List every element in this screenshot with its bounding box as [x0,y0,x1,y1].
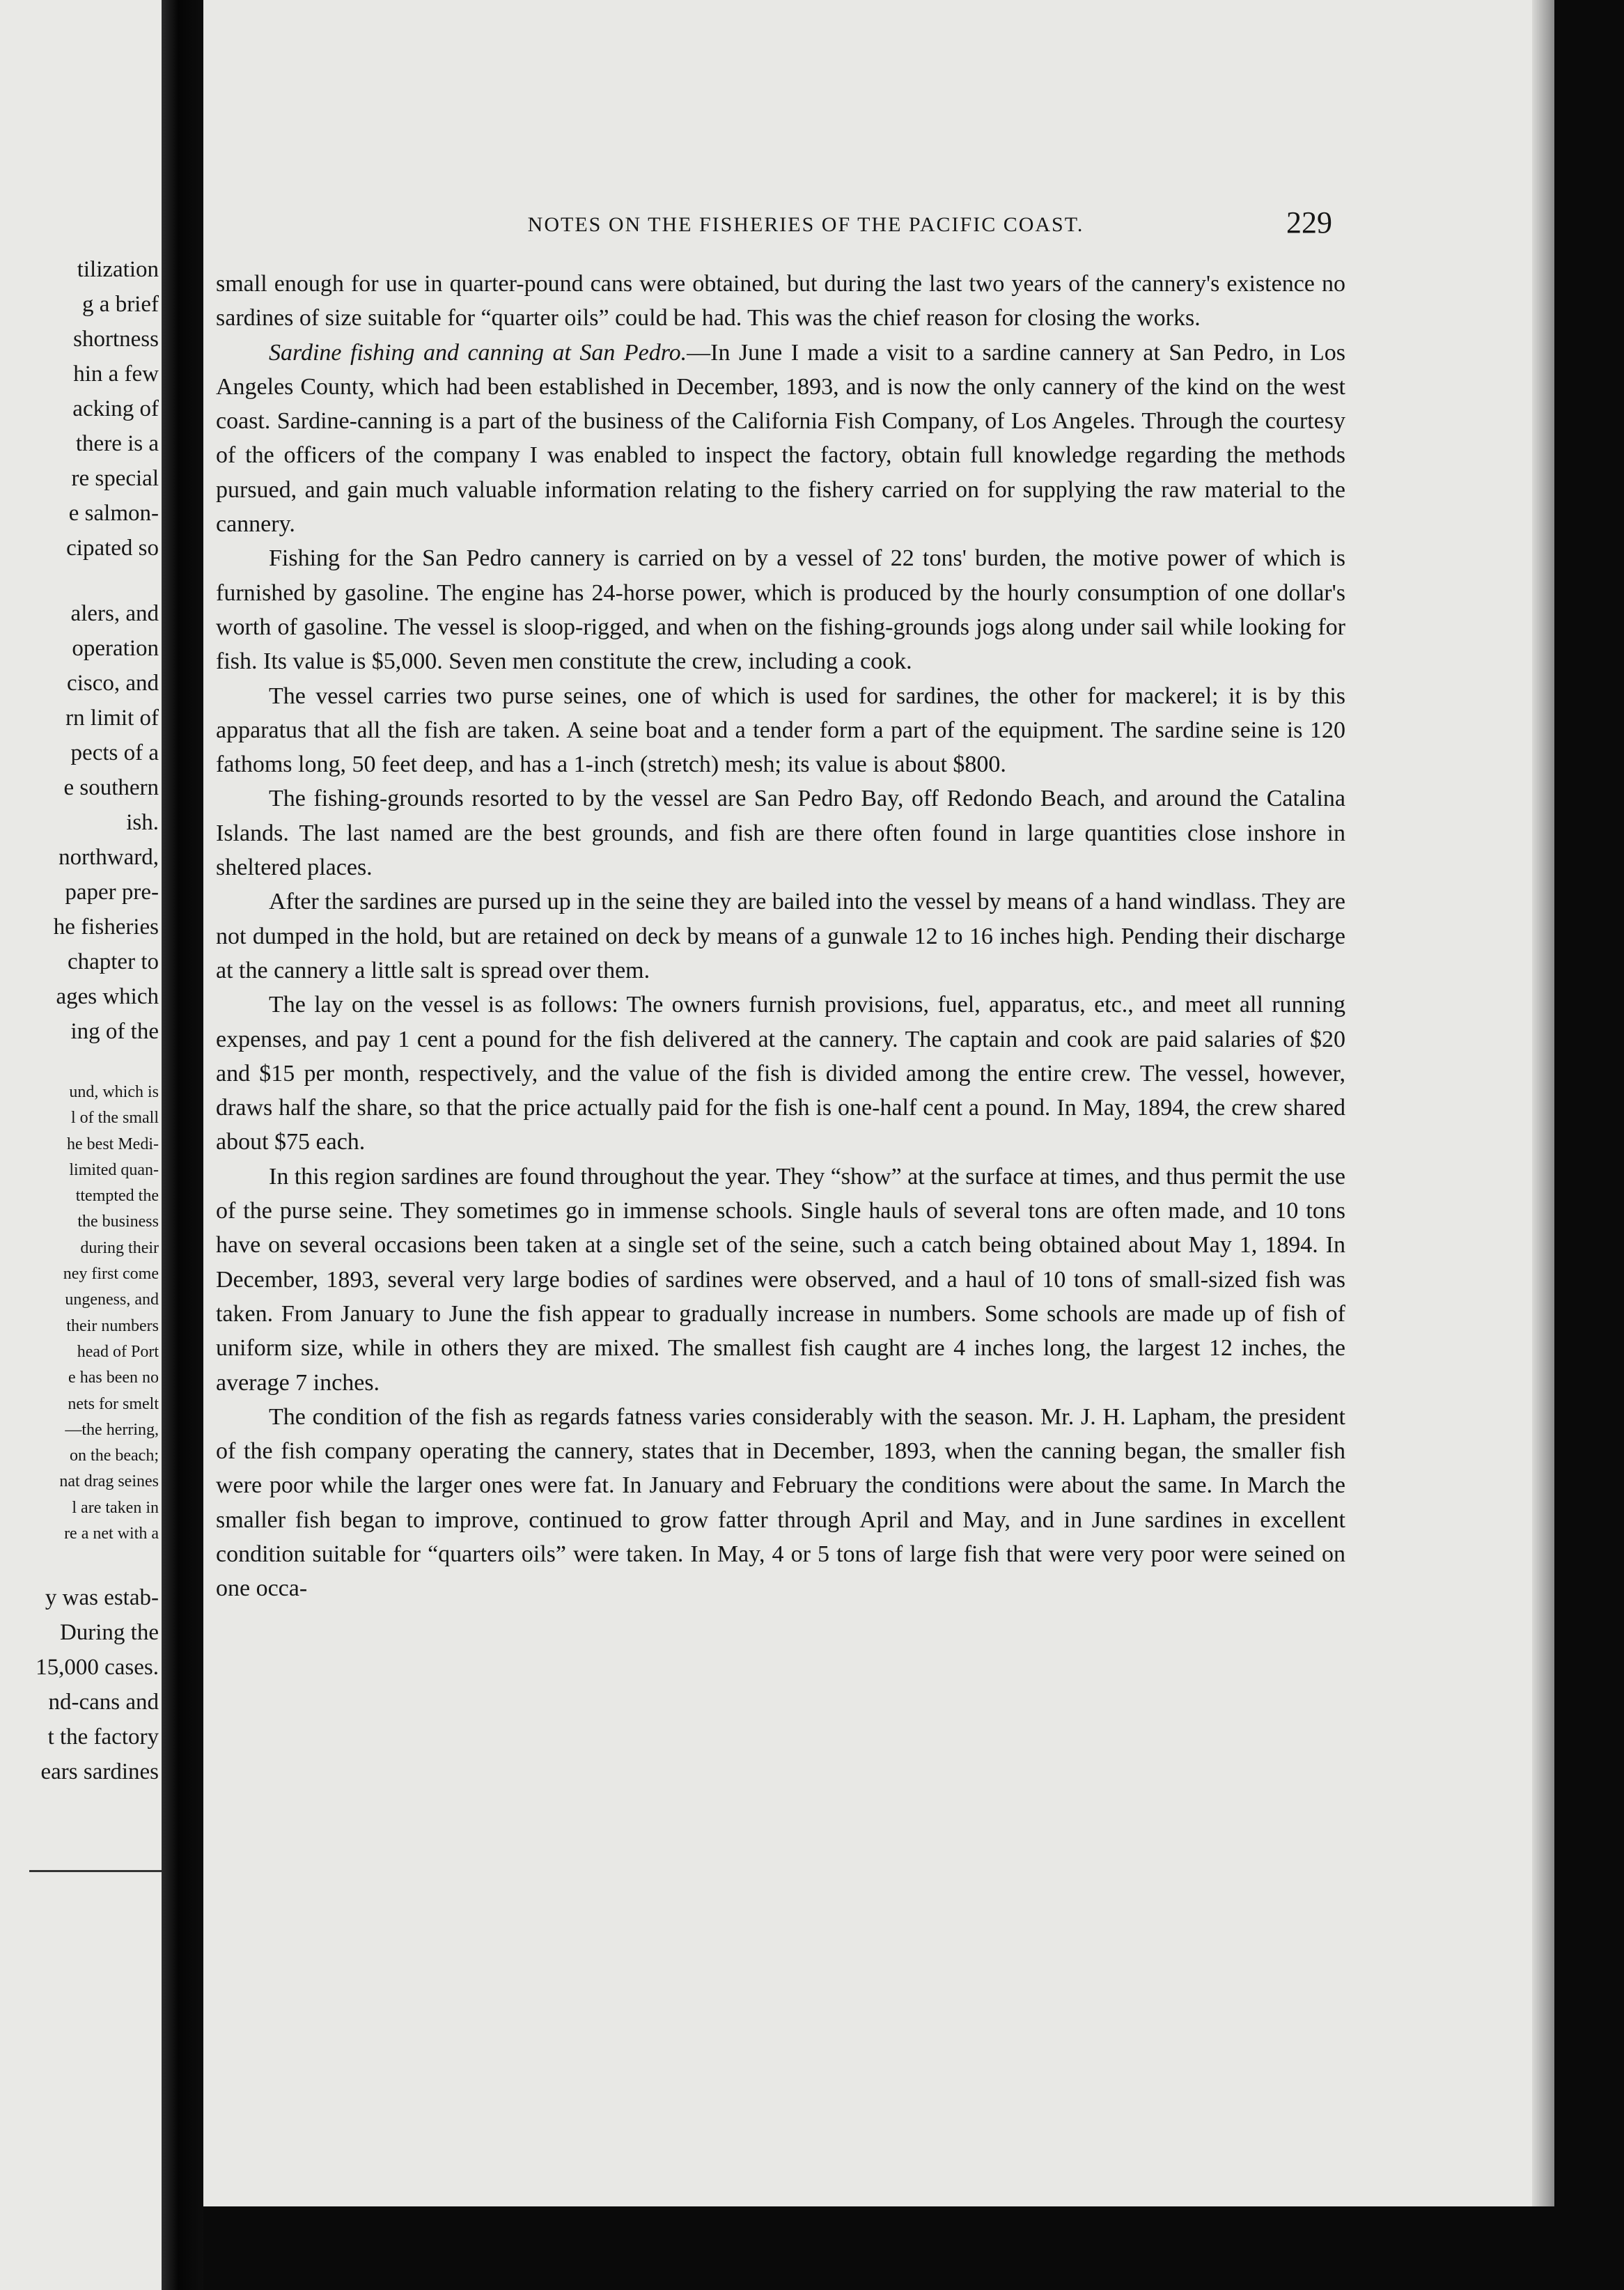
left-page-footnote-line: during their [80,1238,159,1257]
left-page-line: pects of a [70,740,159,765]
main-page [203,0,1554,2206]
running-header [203,205,1554,242]
body-text [216,267,1345,1606]
left-page-line: there is a [75,431,159,456]
left-page-footnote-line: und, which is [69,1083,159,1101]
left-facing-page [0,0,162,2290]
left-page-line: shortness [73,327,159,352]
left-page-rule [29,1870,162,1872]
left-page-footnote-line: e has been no [68,1369,159,1387]
left-page-line: alers, and [70,601,159,626]
left-page-spacer [0,1049,159,1080]
left-page-line: northward, [58,845,159,870]
left-page-footnote-line: limited quan- [69,1160,159,1179]
left-page-line: 15,000 cases. [36,1655,159,1681]
left-page-footnote-line: he best Medi- [67,1135,159,1153]
paragraph: The condition of the fish as regards fatness varies considerably with the season. Mr. J. H. Lapham, the president of the fish company operating the cannery, states that in December, 1893, when the canning began, the smaller fish were poor while the larger ones were fat. In January and February the conditions were about the same. In March the smaller fish began to improve, continued to grow fatter through April and May, and in June sardines in excellent condition suitable for “quarters oils” were taken. In May, 4 or 5 tons of large fish that were very poor were seined on one occa- [216,1403,1345,1602]
left-page-footnote-line: head of Port [77,1342,159,1361]
left-page-line: chapter to [67,949,159,974]
left-page-line: y was estab- [45,1585,159,1611]
left-page-footnote-line: l are taken in [72,1498,159,1517]
left-page-line: ears sardines [40,1759,159,1785]
left-page-footnote-line: ungeness, and [65,1291,159,1309]
paragraph: Fishing for the San Pedro cannery is carried on by a vessel of 22 tons' burden, the motive power of which is furnished by gasoline. The engine has 24-horse power, which is produced by the hourly consumption of one dollar's worth of gasoline. The vessel is sloop-rigged, and when on the fishing-grounds jogs along under sail while looking for fish. Its value is $5,000. Seven men constitute the crew, including a cook. [216,545,1345,675]
left-page-line: rn limit of [65,706,159,731]
left-page-footnote-line: the business [77,1213,159,1231]
left-page-footnote-line: l of the small [71,1109,159,1128]
left-page-line: cipated so [66,536,159,561]
left-page-footnote-line: ney first come [63,1265,159,1284]
paragraph-sardine-fishing [216,336,1345,542]
book-gutter [162,0,203,2290]
left-page-line: he fisheries [53,914,159,940]
left-page-line: re special [71,466,159,491]
left-page-footnote-line: nets for smelt [68,1394,159,1413]
left-page-footnote-line: re a net with a [64,1525,159,1543]
paragraph-text: —In June I made a visit to a sardine cannery at San Pedro, in Los Angeles County, which had been established in December, 1893, and is now the only cannery of the kind on the west coast. Sardine-canning is a part of the business of the California Fish Company, of Los Angeles. Through the courtesy of the officers of the company I was enabled to inspect the factory, obtain full knowledge regarding the methods pursued, and gain much valuable information relating to the fishery carried on for supplying the raw material to the cannery. [216,339,1346,538]
left-page-line: During the [59,1620,159,1646]
left-page-footnote-line: on the beach; [70,1447,159,1465]
left-page-line: ages which [56,984,159,1009]
left-page-line: operation [72,636,159,661]
left-page-line: g a brief [82,292,159,317]
left-page-line: ish. [126,810,159,835]
paragraph: After the sardines are pursed up in the seine they are bailed into the vessel by means of a hand windlass. They are not dumped in the hold, but are retained on deck by means of a gunwale 12 to 16 inches high. Pending their discharge at the cannery a little salt is spread over them. [216,889,1345,983]
left-page-line: acking of [72,396,159,421]
paragraph-continuation: small enough for use in quarter-pound cans were obtained, but during the last two years of the cannery's existence no sardines of size suitable for “quarter oils” could be had. This was the chief reason for closing the works. [216,271,1345,332]
left-page-line: tilization [77,257,159,282]
left-page-spacer [0,566,159,596]
left-page-line: e salmon- [68,501,159,526]
left-page-line: ing of the [70,1019,159,1044]
section-caption: Sardine fishing and canning at San Pedro. [269,339,687,366]
left-page-spacer [0,1547,159,1580]
page-number: 229 [1286,205,1332,240]
left-page-line: e southern [63,775,159,800]
left-page-line: paper pre- [65,880,159,905]
left-page-footnote-line: —the herring, [65,1420,159,1439]
header-title: NOTES ON THE FISHERIES OF THE PACIFIC COAST. [527,213,1084,236]
page-edge-shadow [1532,0,1554,2206]
paragraph: The fishing-grounds resorted to by the vessel are San Pedro Bay, off Redondo Beach, and around the Catalina Islands. The last named are the best grounds, and fish are there often found in large quantities close inshore in sheltered places. [216,786,1345,881]
paragraph: The lay on the vessel is as follows: The owners furnish provisions, fuel, apparatus, etc., and meet all running expenses, and pay 1 cent a pound for the fish delivered at the cannery. The captain and cook are paid salaries of $20 and $15 per month, respectively, and the value of the fish is divided among the entire crew. The vessel, however, draws half the share, so that the price actually paid for the fish is one-half cent a pound. In May, 1894, the crew shared about $75 each. [216,992,1345,1155]
left-page-line: cisco, and [67,671,159,696]
left-page-text-column [0,252,159,1789]
left-page-footnote-line: their numbers [66,1316,159,1335]
left-page-footnote-line: ttempted the [75,1187,159,1206]
left-page-line: nd-cans and [48,1690,159,1715]
left-page-line: t the factory [47,1724,159,1750]
left-page-line: hin a few [73,361,159,387]
paragraph: The vessel carries two purse seines, one of which is used for sardines, the other for mackerel; it is by this apparatus that all the fish are taken. A seine boat and a tender form a part of the equipment. The sardine seine is 120 fathoms long, 50 feet deep, and has a 1-inch (stretch) mesh; its value is about $800. [216,683,1345,778]
paragraph: In this region sardines are found throughout the year. They “show” at the surface at times, and thus permit the use of the purse seine. They sometimes go in immense schools. Single hauls of several tons are often made, and 10 tons have on several occasions been taken at a single set of the seine, such a catch being obtained about May 1, 1894. In December, 1893, several very large bodies of sardines were observed, and a haul of 10 tons of small-sized fish was taken. From January to June the fish appear to gradually increase in numbers. Some schools are made up of fish of uniform size, while in others they are mixed. The smallest fish caught are 4 inches long, the largest 12 inches, the average 7 inches. [216,1163,1345,1396]
left-page-footnote-line: nat drag seines [59,1472,159,1491]
